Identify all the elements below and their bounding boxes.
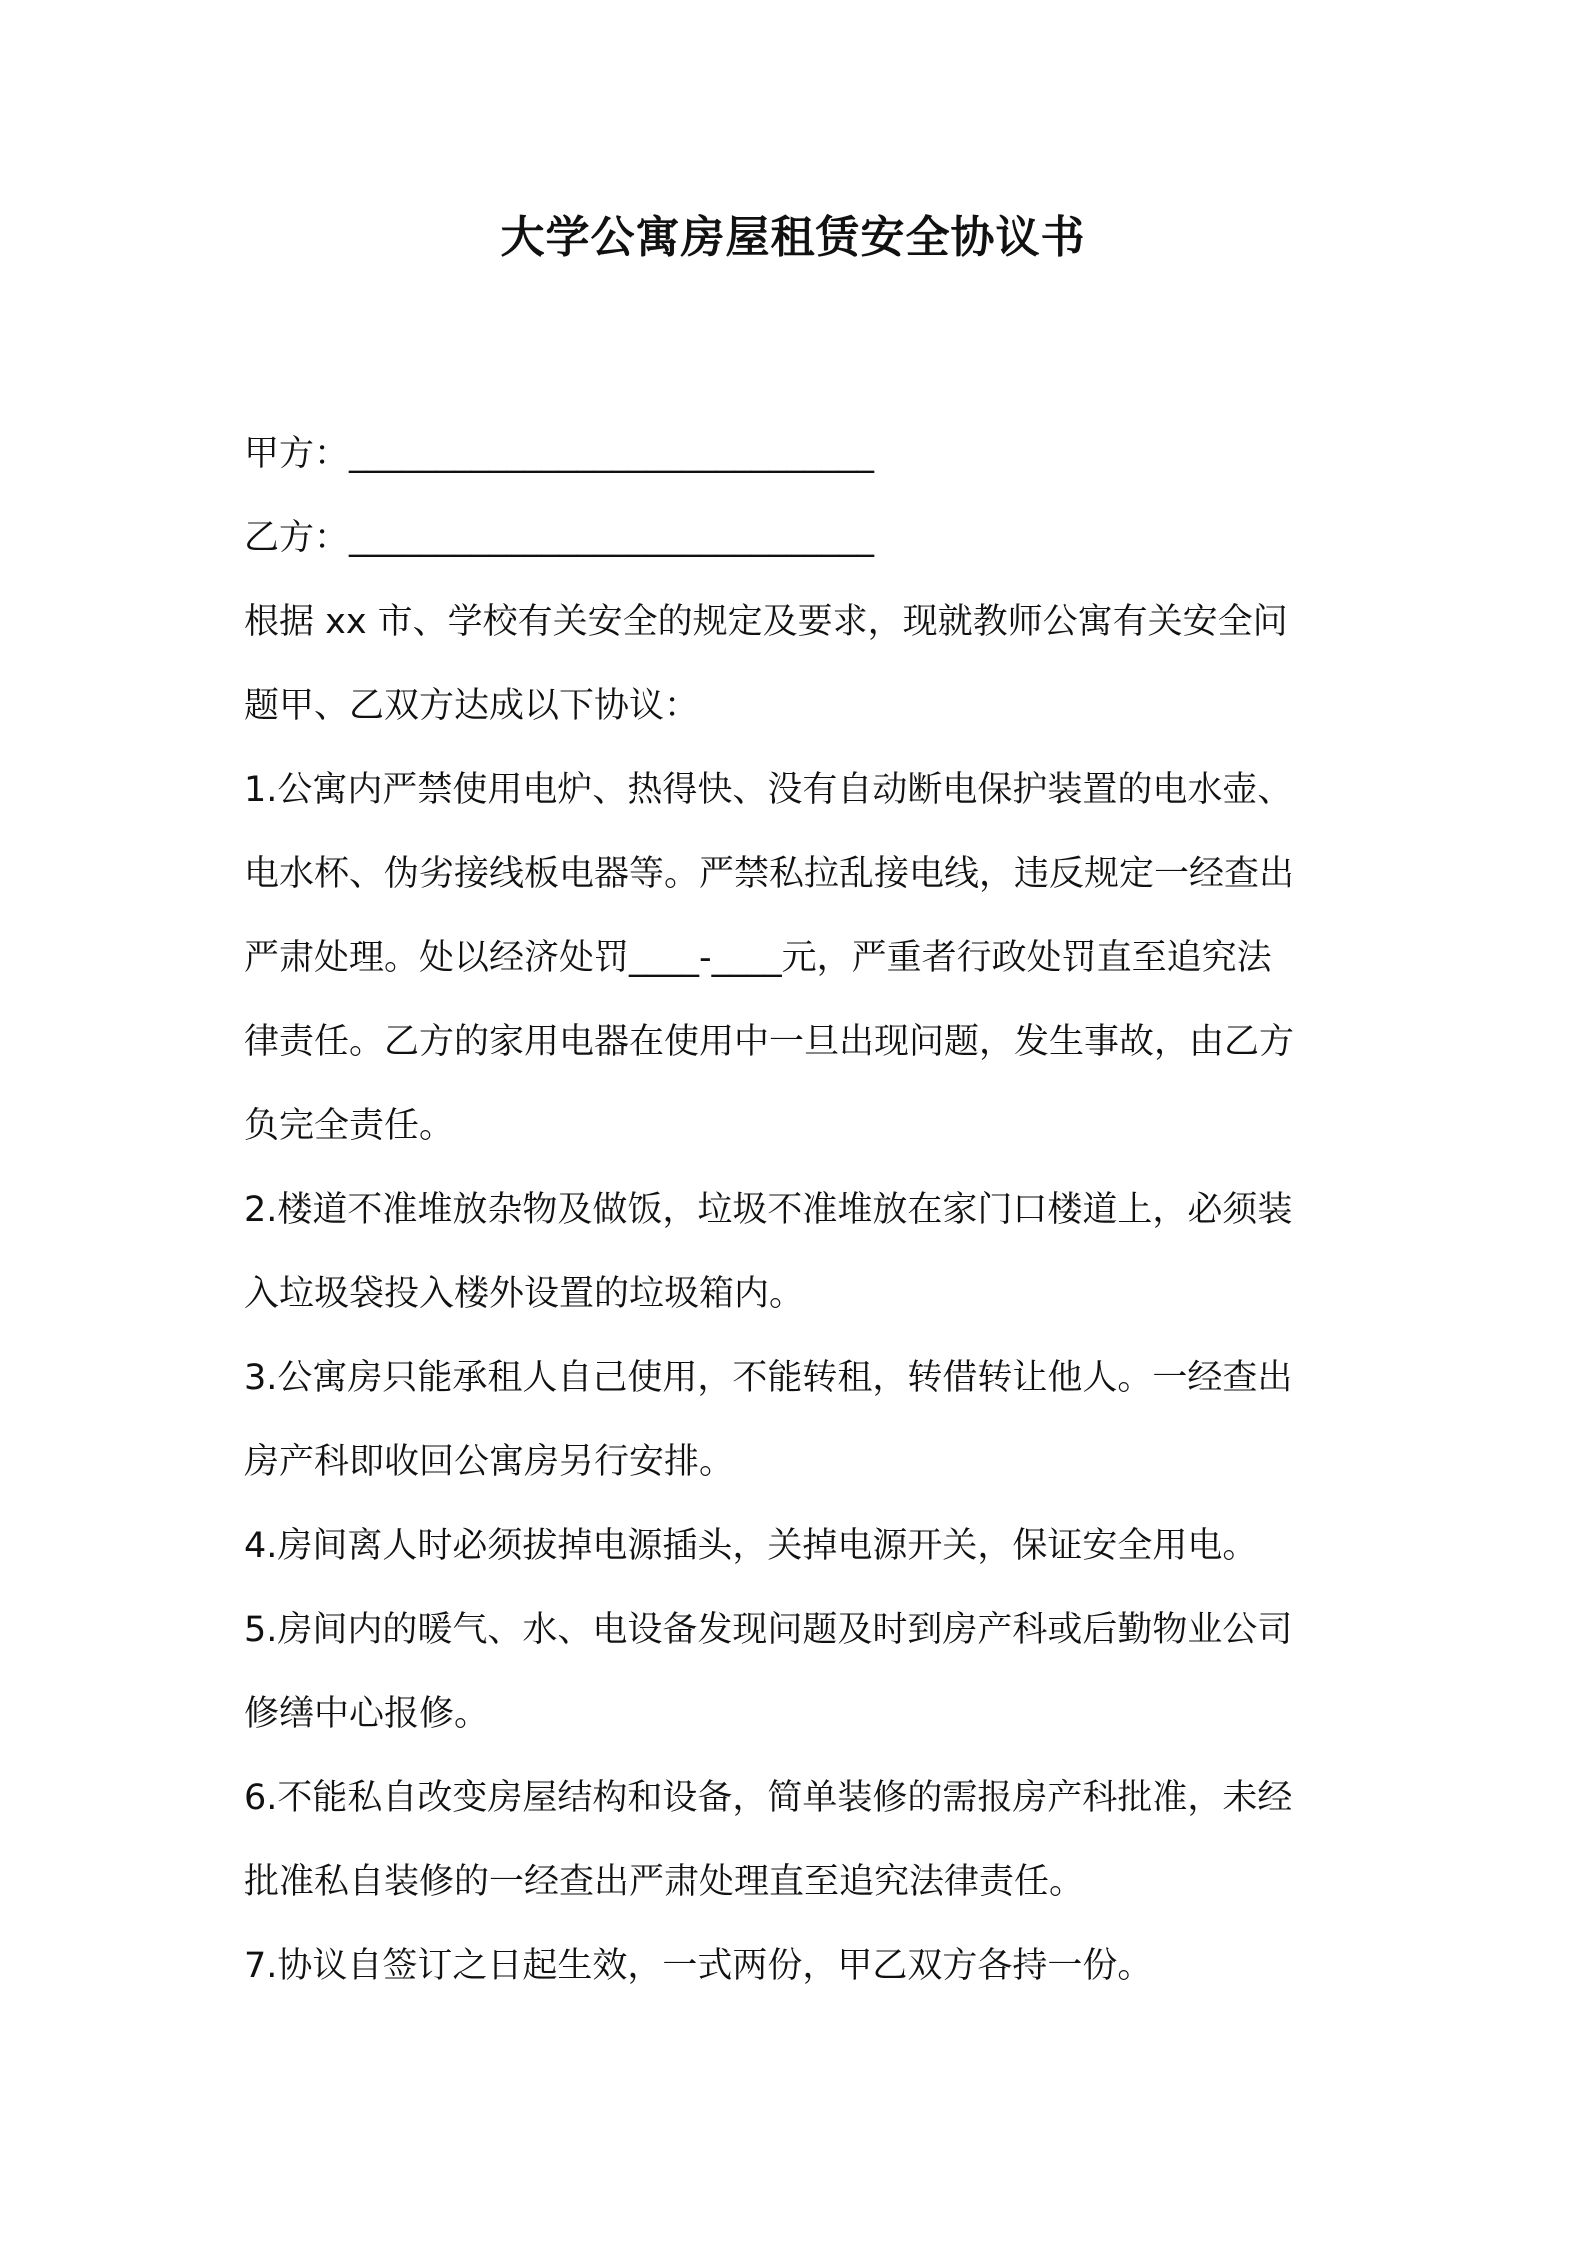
clause-5-line: 5.房间内的暖气、水、电设备发现问题及时到房产科或后勤物业公司 (244, 1610, 1293, 1650)
clause-7-line: 7.协议自签订之日起生效，一式两份，甲乙双方各持一份。 (244, 1946, 1153, 1986)
clause-1-line: 负完全责任。 (244, 1106, 455, 1146)
intro-line: 根据 xx 市、学校有关安全的规定及要求，现就教师公寓有关安全问 (244, 602, 1288, 642)
clause-1-line: 律责任。乙方的家用电器在使用中一旦出现问题，发生事故，由乙方 (244, 1022, 1295, 1062)
party-a-line: 甲方：______________________________ (244, 434, 875, 474)
clause-3-line: 3.公寓房只能承租人自己使用，不能转租，转借转让他人。一经查出 (244, 1358, 1293, 1398)
clause-3-line: 房产科即收回公寓房另行安排。 (244, 1442, 735, 1482)
clause-5-line: 修缮中心报修。 (244, 1694, 490, 1734)
party-b-line: 乙方：______________________________ (244, 518, 875, 558)
clause-1-line: 1.公寓内严禁使用电炉、热得快、没有自动断电保护装置的电水壶、 (244, 770, 1293, 810)
document-body (244, 412, 1356, 2008)
clause-2-line: 2.楼道不准堆放杂物及做饭，垃圾不准堆放在家门口楼道上，必须装 (244, 1190, 1293, 1230)
clause-6-line: 6.不能私自改变房屋结构和设备，简单装修的需报房产科批准，未经 (244, 1778, 1293, 1818)
intro-line: 题甲、乙双方达成以下协议： (244, 686, 700, 726)
clause-6-line: 批准私自装修的一经查出严肃处理直至追究法律责任。 (244, 1862, 1085, 1902)
document-title: 大学公寓房屋租赁安全协议书 (500, 212, 1086, 263)
clause-2-line: 入垃圾袋投入楼外设置的垃圾箱内。 (244, 1274, 805, 1314)
clause-1-line: 电水杯、伪劣接线板电器等。严禁私拉乱接电线，违反规定一经查出 (244, 854, 1295, 894)
clause-1-line: 严肃处理。处以经济处罚____-____元，严重者行政处罚直至追究法 (244, 938, 1272, 978)
clause-4-line: 4.房间离人时必须拔掉电源插头，关掉电源开关，保证安全用电。 (244, 1526, 1258, 1566)
